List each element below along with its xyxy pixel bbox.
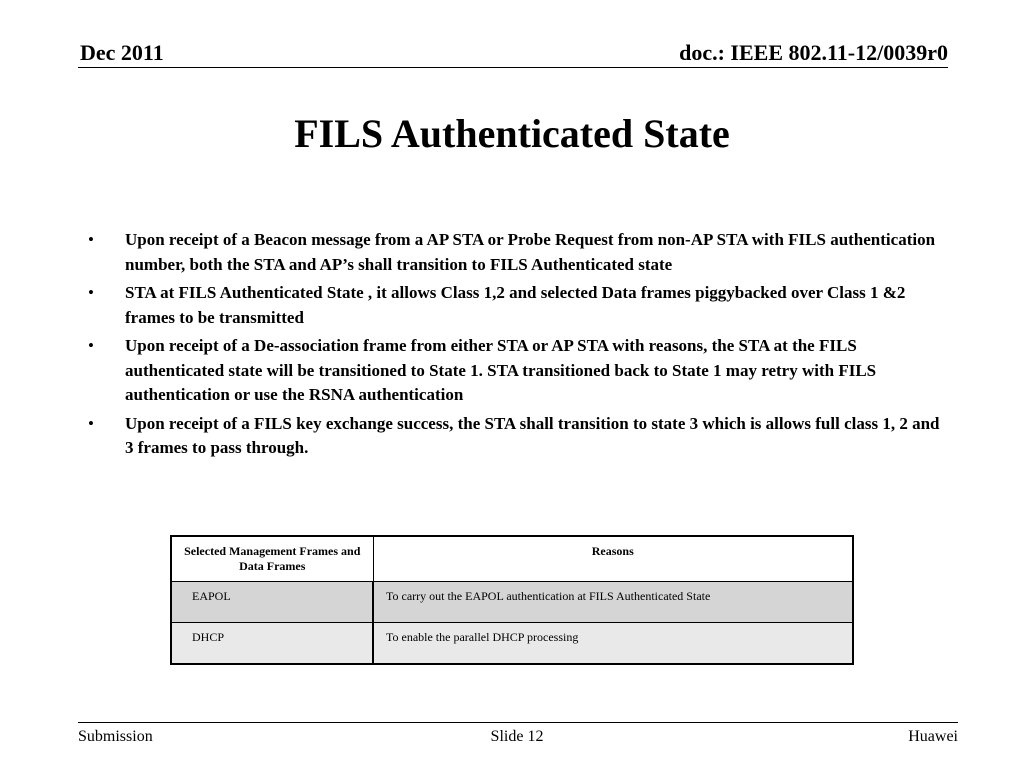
frames-table [170,535,854,665]
bullet-marker: • [88,283,94,302]
slide-title: FILS Authenticated State [294,111,730,156]
bullet-item [88,228,948,277]
bullet-marker: • [88,336,94,355]
table-header-reasons: Reasons [373,536,853,582]
bullet-text: Upon receipt of a Beacon message from a AP STA or Probe Request from non-AP STA with FILS authentication number, both the STA and AP’s shall transition to FILS Authenticated state [125,230,936,274]
table-cell-frame: EAPOL [171,582,373,623]
table-header-frames: Selected Management Frames and Data Frames [171,536,373,582]
table-header-row [171,536,853,582]
footer-submission: Submission [78,728,153,745]
bullet-item [88,334,948,408]
header-doc-id: doc.: IEEE 802.11-12/0039r0 [679,40,948,65]
table-row [171,623,853,665]
bullet-item [88,281,948,330]
header-divider [78,67,948,68]
table-cell-reason: To carry out the EAPOL authentication at FILS Authenticated State [373,582,853,623]
footer-divider [78,722,958,723]
bullet-marker: • [88,413,94,433]
footer-slide-number: Slide 12 [490,728,544,745]
bullet-text: Upon receipt of a De-association frame from either STA or AP STA with reasons, the STA at the FILS authenticated state will be transitioned to State 1. STA transitioned back to State 1 may retry with FILS authentication or use the RSNA authentication [125,336,877,404]
header-date: Dec 2011 [80,40,164,65]
table-cell-reason: To enable the parallel DHCP processing [373,623,853,665]
bullet-text: STA at FILS Authenticated State , it allows Class 1,2 and selected Data frames piggybacked over Class 1 &2 frames to be transmitted [125,283,906,327]
bullet-text: Upon receipt of a FILS key exchange success, the STA shall transition to state 3 which is allows full class 1, 2 and 3 frames to pass through. [125,413,940,457]
footer-company: Huawei [908,728,958,745]
bullet-item [88,412,948,461]
table-row [171,582,853,623]
bullet-marker: • [88,230,94,249]
bullet-list [88,228,948,465]
table-cell-frame: DHCP [171,623,373,665]
